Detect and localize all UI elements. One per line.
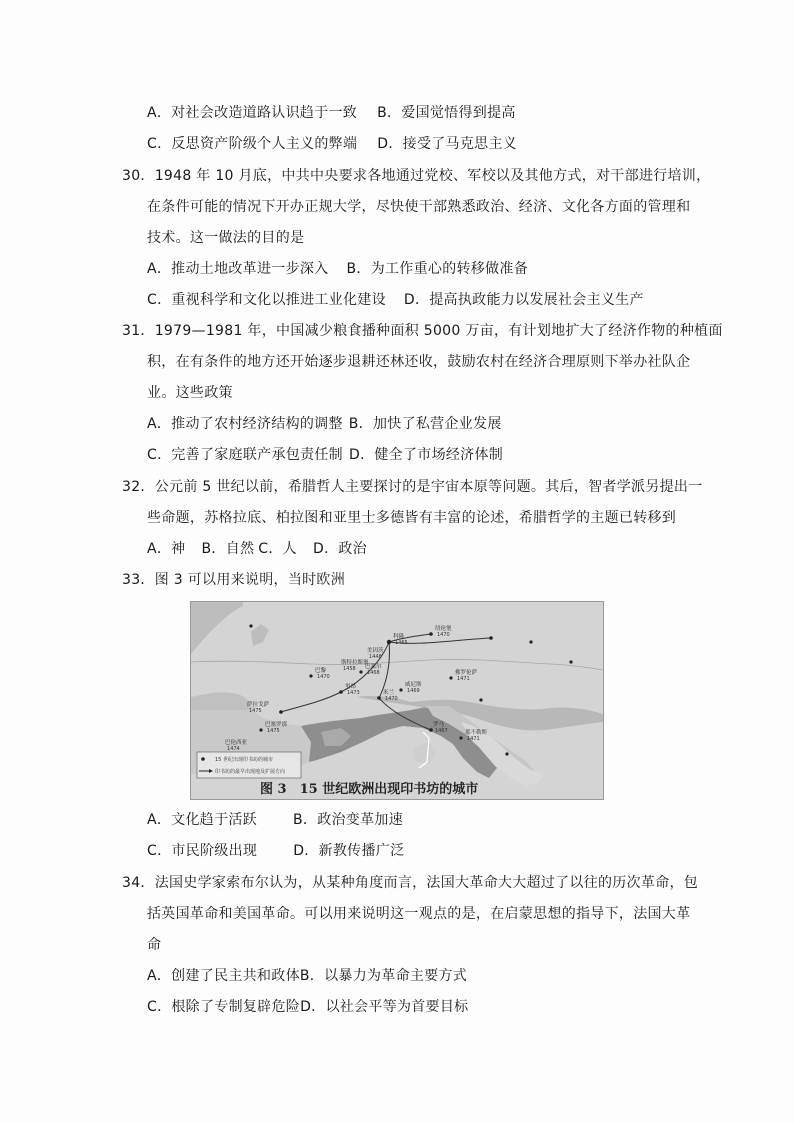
q30-stem-line-2: 在条件可能的情况下开办正规大学，尽快使干部熟悉政治、经济、文化各方面的管理和 — [147, 199, 691, 215]
map-city-year: 1475 — [267, 728, 280, 734]
q30-option-a: A．推动土地改革进一步深入 — [147, 261, 329, 277]
map-city-year: 1470 — [437, 632, 450, 638]
map-city-name: 斯特拉斯堡 — [341, 660, 369, 666]
q34-option-row-2 — [147, 997, 468, 1017]
map-city-name: 巴黎 — [315, 668, 327, 674]
map-city-name: 威尼斯 — [405, 682, 422, 688]
q34-stem-line-3: 命 — [147, 937, 162, 953]
q33-option-c: C．市民阶级出现 — [147, 843, 258, 859]
map-city-name: 佛罗伦萨 — [455, 670, 478, 676]
map-city-year: 1470 — [317, 674, 330, 680]
q34-option-d: D．以社会平等为首要目标 — [300, 999, 469, 1015]
q34-option-b: B．以暴力为革命主要方式 — [299, 968, 468, 984]
q32-option-d: D．政治 — [312, 541, 367, 557]
q34-option-a: A．创建了民主共和政体 — [147, 968, 300, 984]
map-city-name: 科隆 — [393, 634, 405, 640]
q30-option-row-1 — [147, 259, 528, 279]
q34-stem-line-2: 括英国革命和美国革命。可以用来说明这一观点的是，在启蒙思想的指导下，法国大革 — [147, 906, 691, 922]
map-city-year: 1471 — [457, 676, 470, 682]
map-city-name: 巴塞尔 — [365, 664, 382, 670]
q34-stem-line-1: 34．法国史学家索布尔认为，从某种角度而言，法国大革命大大超过了以往的历次革命，包 — [122, 875, 699, 891]
q33-stem-line-1: 33．图 3 可以用来说明，当时欧洲 — [122, 572, 346, 588]
map-legend-spread: 印书坊的最早出现地及扩展方向 — [215, 769, 286, 775]
q31-option-row-1 — [147, 414, 502, 434]
q31-stem-line-1: 31．1979—1981 年，中国减少粮食播种面积 5000 万亩，有计划地扩大了经济作物的种植面 — [122, 323, 723, 339]
q30-stem-line-3: 技术。这一做法的目的是 — [147, 230, 305, 246]
q31-option-a: A．推动了农村经济结构的调整 — [147, 416, 343, 432]
map-city-year: 1470 — [385, 696, 398, 702]
map-city-year: 1458 — [343, 666, 356, 672]
map-city-year: 1448 — [369, 654, 382, 660]
map-city-name: 米兰 — [383, 690, 395, 696]
q31-stem-line-3: 业。这些政策 — [147, 385, 233, 401]
q32-option-row — [147, 539, 367, 559]
map-city-name: 美因茨 — [367, 648, 384, 654]
q29-option-b: B．爱国觉悟得到提高 — [377, 105, 516, 121]
q31-option-b: B．加快了私营企业发展 — [348, 416, 502, 432]
map-city-year: 1469 — [407, 688, 420, 694]
q31-option-c: C．完善了家庭联产承包责任制 — [147, 447, 343, 463]
map-city-year: 1468 — [367, 670, 380, 676]
q30-option-c: C．重视科学和文化以推进工业化建设 — [147, 292, 386, 308]
q30-option-b: B．为工作重心的转移做准备 — [346, 261, 528, 277]
q32-option-b: B．自然 — [201, 541, 255, 557]
q29-option-d: D．接受了马克思主义 — [377, 136, 518, 152]
q30-stem-line-1: 30．1948 年 10 月底，中共中央要求各地通过党校、军校以及其他方式，对干部进行培训， — [122, 168, 711, 184]
q29-option-a: A．对社会改造道路认识趋于一致 — [147, 105, 358, 121]
map-city-year: 1467 — [435, 728, 448, 734]
figure-3-caption: 图 3 15 世纪欧洲出现印书坊的城市 — [260, 782, 479, 797]
q31-option-row-2 — [147, 445, 503, 465]
map-city-name: 里昂 — [345, 684, 357, 690]
map-city-year: 1475 — [249, 708, 262, 714]
map-city-name: 那不勒斯 — [465, 730, 488, 736]
map-city-name: 纽伦堡 — [435, 626, 452, 632]
map-city-year: 1474 — [227, 746, 240, 752]
map-city-year: 1471 — [467, 736, 480, 742]
map-city-year: 1473 — [347, 690, 360, 696]
map-city-name: 罗马 — [433, 722, 445, 728]
q32-option-a: A．神 — [147, 541, 186, 557]
q32-stem-line-2: 些命题，苏格拉底、柏拉图和亚里士多德皆有丰富的论述，希腊哲学的主题已转移到 — [147, 510, 677, 526]
map-city-name: 巴塞罗那 — [265, 722, 288, 728]
q30-option-d: D．提高执政能力以发展社会主义生产 — [403, 292, 644, 308]
q30-option-row-2 — [147, 290, 644, 310]
q33-option-b: B．政治变革加速 — [292, 812, 403, 828]
q31-option-d: D．健全了市场经济体制 — [348, 447, 504, 463]
q32-stem-line-1: 32．公元前 5 世纪以前，希腊哲人主要探讨的是宇宙本原等问题。其后，智者学派另提出一 — [122, 479, 703, 495]
q29-option-row-2 — [147, 134, 517, 154]
map-city-year: 1465 — [395, 640, 408, 646]
map-legend-city: 15 世纪出现印书坊的城市 — [215, 757, 273, 763]
map-city-name: 萨拉戈萨 — [247, 702, 270, 708]
q29-option-c: C．反思资产阶级个人主义的弊端 — [147, 136, 358, 152]
q33-option-row-2 — [147, 841, 404, 861]
q29-option-row-1 — [147, 103, 516, 123]
q34-option-c: C．根除了专制复辟危险 — [147, 999, 301, 1015]
q33-option-row-1 — [147, 810, 403, 830]
q33-option-a: A．文化趋于活跃 — [147, 812, 257, 828]
map-city-name: 巴伦西亚 — [225, 740, 248, 746]
map-svg — [191, 602, 603, 799]
q33-option-d: D．新教传播广泛 — [293, 843, 405, 859]
q34-option-row-1 — [147, 966, 467, 986]
europe-printing-map — [190, 601, 604, 800]
q32-option-c: C．人 — [258, 541, 297, 557]
q31-stem-line-2: 积，在有条件的地方还开始逐步退耕还林还收，鼓励农村在经济合理原则下举办社队企 — [147, 354, 691, 370]
